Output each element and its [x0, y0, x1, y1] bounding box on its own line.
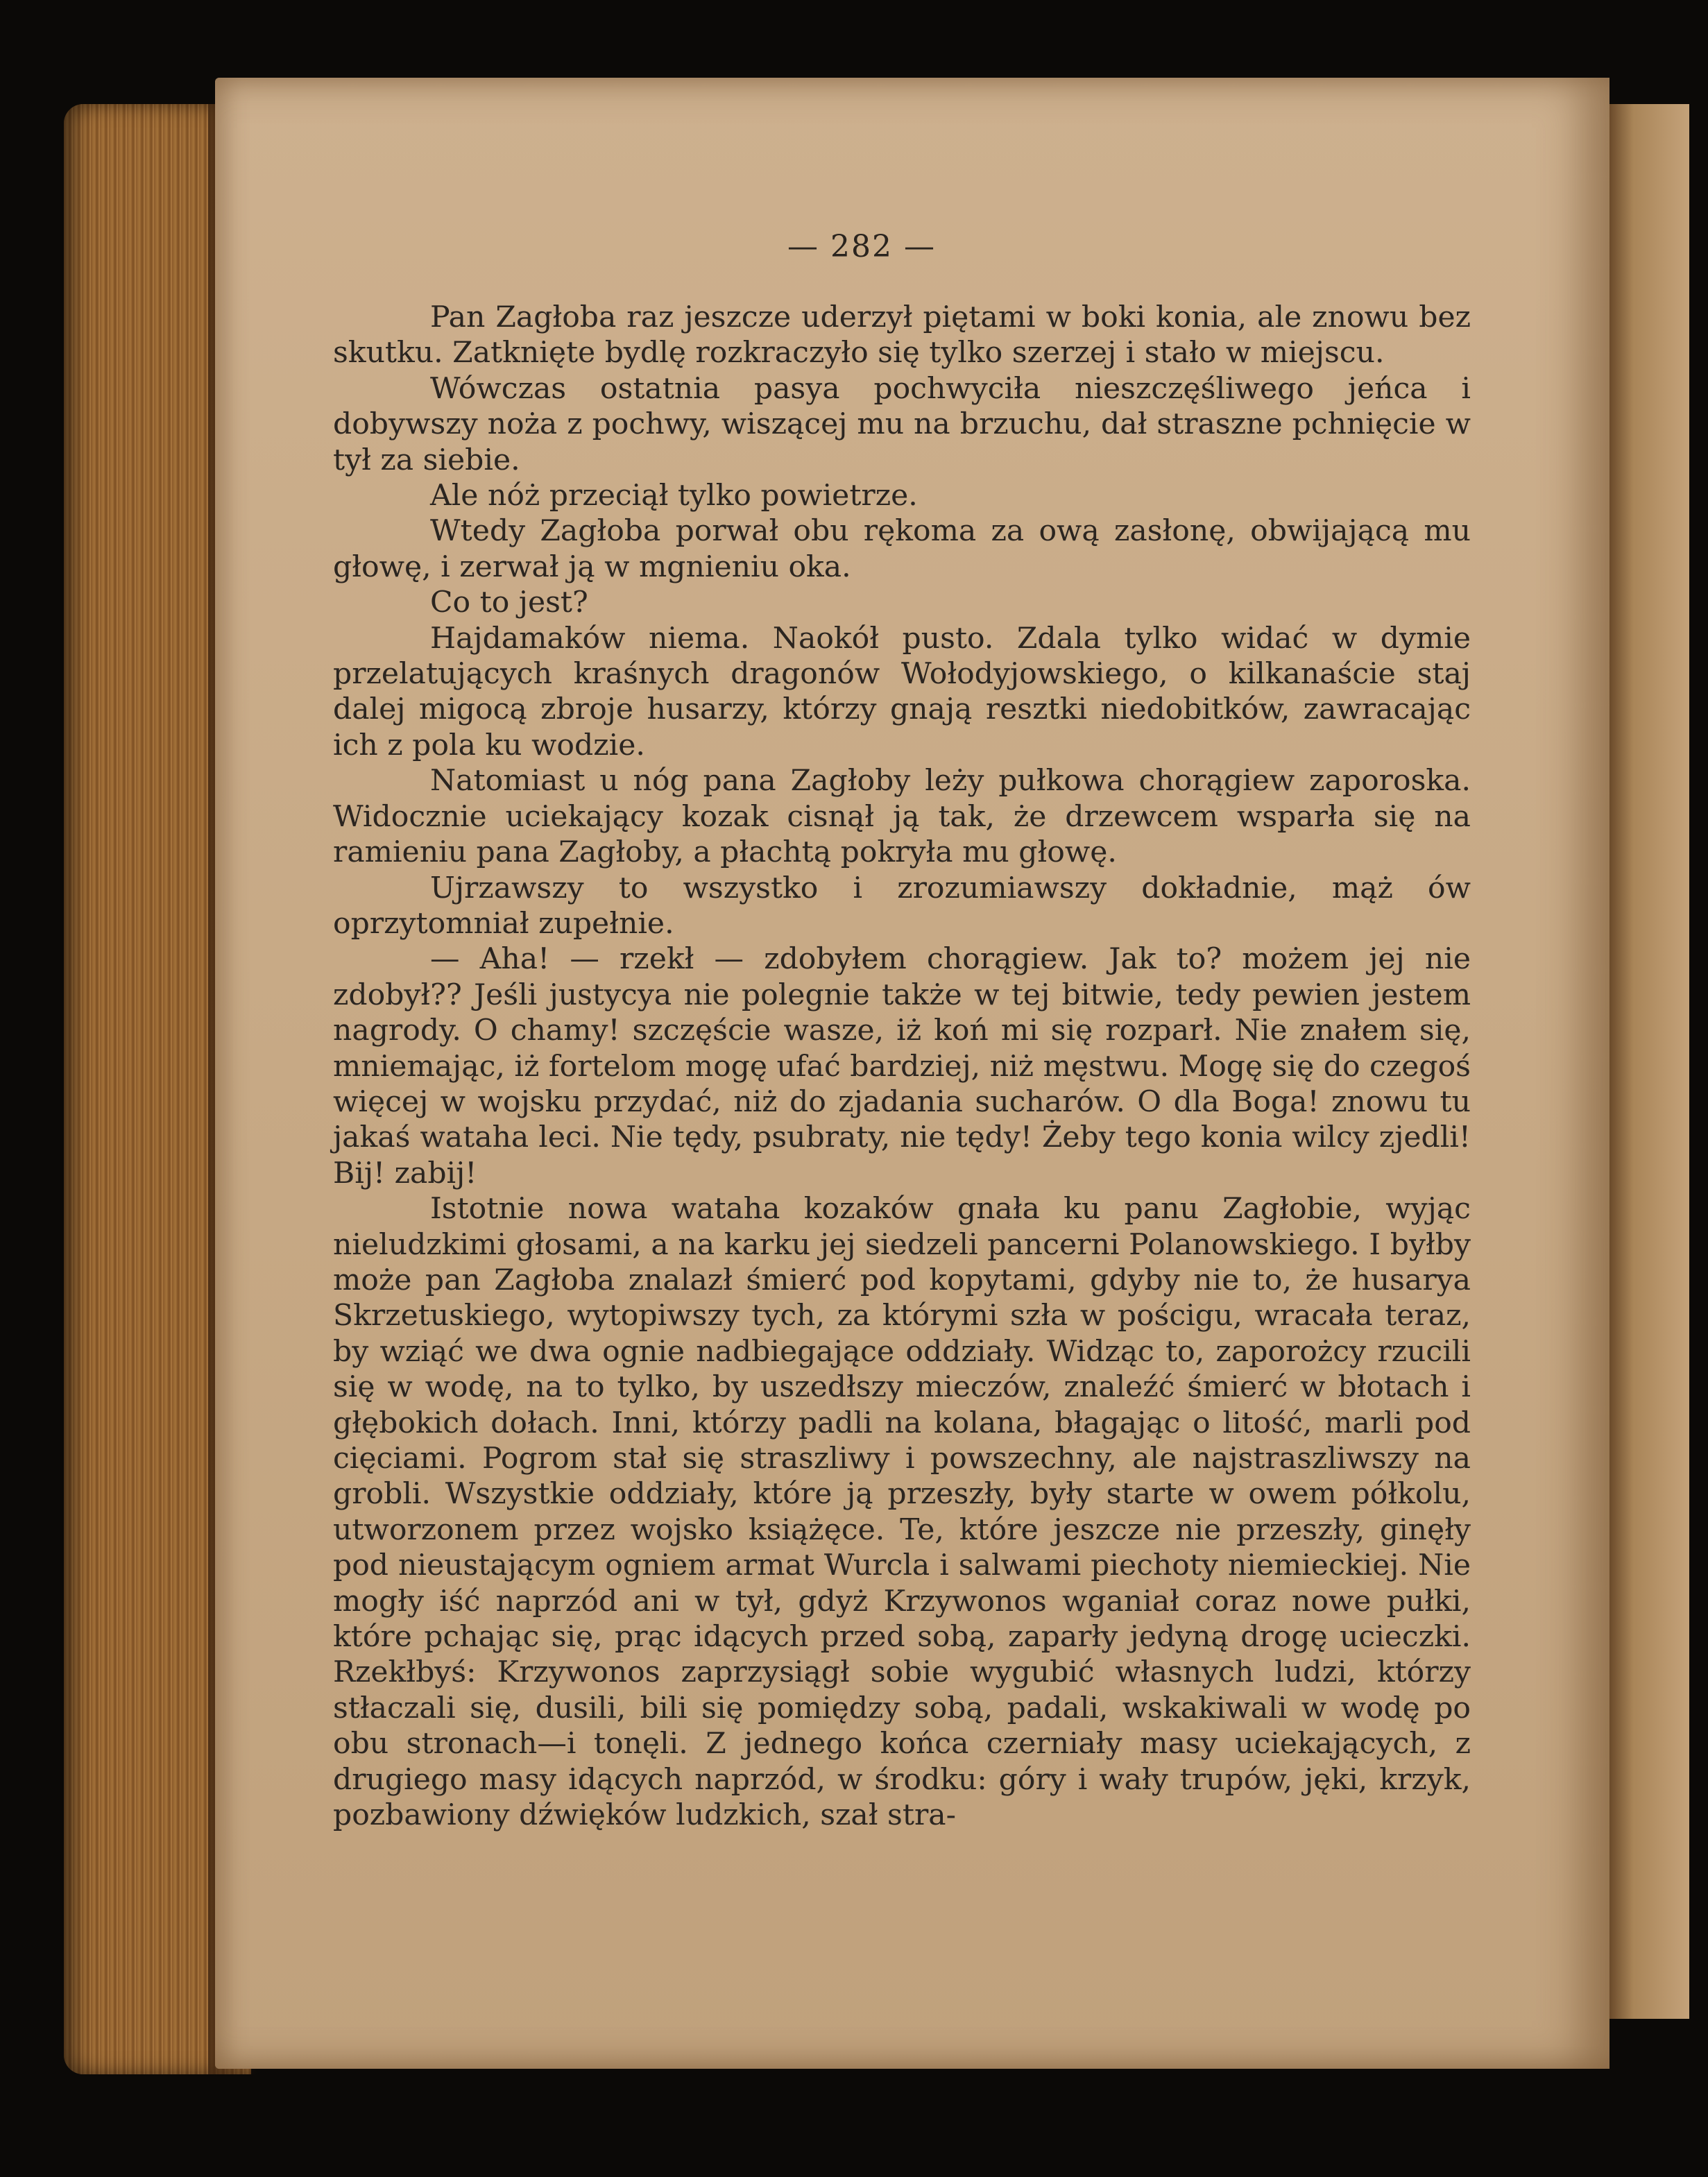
paragraph: Co to jest?: [430, 586, 588, 620]
paragraph: Hajdamaków niema. Naokół pusto. Zdala tylko widać w dymie przelatujących kraśnych dragonów Wołodyjowskiego, o kilkanaście staj dalej migocą zbroje husarzy, którzy gnają resztki niedobitków, zawracając ich z pola ku wodzie.: [333, 621, 1471, 762]
paragraph: Istotnie nowa wataha kozaków gnała ku panu Zagłobie, wyjąc nieludzkimi głosami, a na karku jej siedzeli pancerni Polanowskiego. I byłby może pan Zagłoba znalazł śmierć pod kopytami, gdyby nie to, że husarya Skrzetuskiego, wytopiwszy tych, za którymi szła w pościgu, wracała teraz, by wziąć we dwa ognie nadbiegające oddziały. Widząc to, zaporożcy rzucili się w wodę, na to tylko, by uszedłszy mieczów, znaleźć śmierć w błotach i głębokich dołach. Inni, którzy padli na kolana, błagając o litość, marli pod cięciami. Pogrom stał się straszliwy i powszechny, ale najstraszliwszy na grobli. Wszystkie oddziały, które ją przeszły, były starte w owem półkolu, utworzonem przez wojsko książęce. Te, które jeszcze nie przeszły, ginęły pod nieustającym ogniem armat Wurcla i salwami piechoty niemieckiej. Nie mogły iść naprzód ani w tył, gdyż Krzywonos wganiał coraz nowe pułki, które pchając się, prąc idących przed sobą, zaparły jedyną drogę ucieczki. Rzekłbyś: Krzywonos zaprzysiągł sobie wygubić własnych ludzi, którzy stłaczali się, dusili, bili się pomiędzy sobą, padali, wskakiwali w wodę po obu stronach—i tonęli. Z jednego końca czerniały masy uciekających, z drugiego masy idących naprzód, w środku: góry i wały trupów, jęki, krzyk, pozbawiony dźwięków ludzkich, szał stra-: [333, 1192, 1471, 1833]
page-number-header: — 282 —: [787, 229, 936, 264]
paragraph: Wówczas ostatnia pasya pochwyciła nieszczęśliwego jeńca i dobywszy noża z pochwy, wiszącej mu na brzuchu, dał straszne pchnięcie w tył za siebie.: [333, 371, 1471, 477]
paragraph: Wtedy Zagłoba porwał obu rękoma za ową zasłonę, obwijającą mu głowę, i zerwał ją w mgnieniu oka.: [333, 514, 1471, 584]
page-body-text: [333, 300, 1471, 1833]
facing-page-edge: [1609, 104, 1689, 2019]
paragraph: Natomiast u nóg pana Zagłoby leży pułkowa chorągiew zaporoska. Widocznie uciekający kozak cisnął ją tak, że drzewcem wsparła się na ramieniu pana Zagłoby, a płachtą pokryła mu głowę.: [333, 764, 1471, 870]
paragraph: Ujrzawszy to wszystko i zrozumiawszy dokładnie, mąż ów oprzytomniał zupełnie.: [333, 871, 1471, 941]
paragraph: Ale nóż przeciął tylko powietrze.: [430, 479, 918, 513]
paragraph: — Aha! — rzekł — zdobyłem chorągiew. Jak to? możem jej nie zdobył?? Jeśli justycya nie polegnie także w tej bitwie, tedy pewien jestem nagrody. O chamy! szczęście wasze, iż koń mi się rozparł. Nie znałem się, mniemając, iż fortelom mogę ufać bardziej, niż męstwu. Mogę się do czegoś więcej w wojsku przydać, niż do zjadania sucharów. O dla Boga! znowu tu jakaś wataha leci. Nie tędy, psubraty, nie tędy! Żeby tego konia wilcy zjedli! Bij! zabij!: [333, 942, 1471, 1190]
paragraph: Pan Zagłoba raz jeszcze uderzył piętami w boki konia, ale znowu bez skutku. Zatknięte bydlę rozkraczyło się tylko szerzej i stało w miejscu.: [333, 300, 1471, 370]
